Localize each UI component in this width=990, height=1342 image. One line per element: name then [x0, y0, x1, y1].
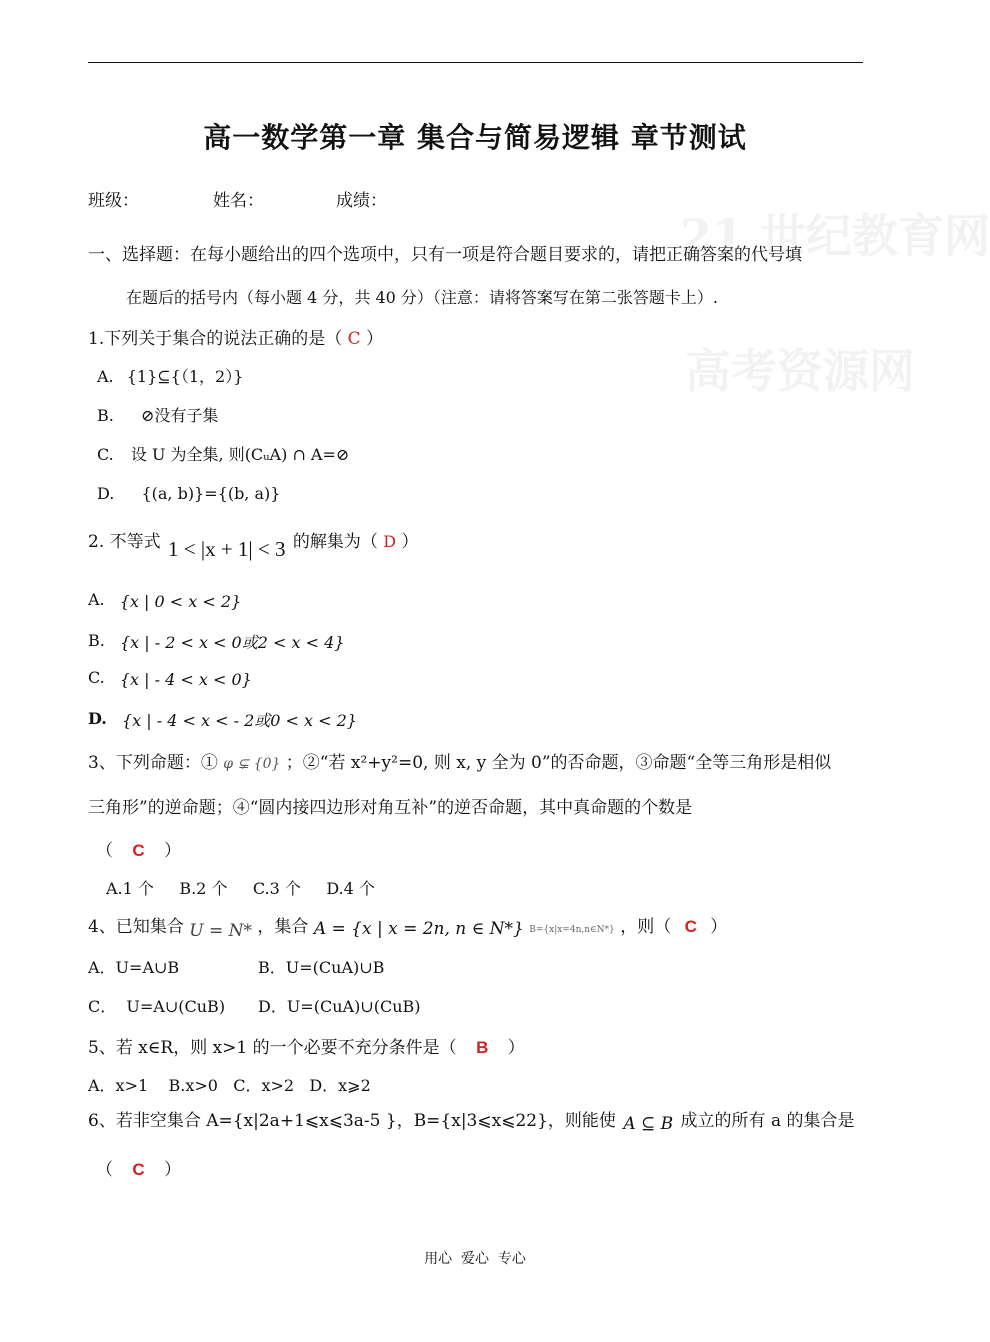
question-6-open: （: [96, 1160, 113, 1180]
question-6-close: ）: [164, 1160, 182, 1180]
question-5-text: 5、若 x∈R，则 x>1 的一个必要不充分条件是（: [88, 1038, 457, 1058]
option-text: {x | - 4 < x < - 2或0 < x < 2}: [121, 711, 357, 730]
q1-option-a: [97, 364, 243, 387]
option-text: {1}⊆{（1，2）}: [126, 367, 244, 386]
question-3-symbol: φ ⊊ {0}: [223, 756, 281, 772]
option-text: 设 U 为全集, 则(CᵤA) ∩ A=⊘: [130, 445, 350, 464]
question-2-formula: 1 < |x + 1| < 3: [168, 537, 286, 561]
score-field-label: 成绩：: [336, 191, 387, 211]
q2-option-d: [88, 706, 357, 729]
q4-option-d: D．U=(CuA)∪(CuB): [258, 997, 421, 1016]
question-3-options: A.1 个 B.2 个 C.3 个 D.4 个: [106, 879, 375, 898]
watermark-line1: 21 世纪教育网: [680, 209, 990, 263]
question-1-answer: C: [347, 329, 361, 349]
question-3-answer-line: [96, 836, 181, 861]
question-4-suffix: ，则（: [620, 917, 672, 937]
question-6-answer: C: [132, 1160, 145, 1179]
question-5-options: A．x>1 B.x>0 C．x>2 D．x⩾2: [88, 1076, 371, 1095]
class-field-label: 班级：: [88, 191, 139, 211]
question-3-close: ）: [164, 841, 182, 861]
question-3-line1: [88, 748, 831, 773]
q2-option-a: [88, 590, 241, 609]
question-6-answer-line: [96, 1155, 181, 1180]
question-6-formula: A ⊆ B: [623, 1114, 674, 1134]
page-title: 高一数学第一章 集合与简易逻辑 章节测试: [203, 121, 747, 154]
option-label: D.: [97, 484, 115, 503]
question-5-stem: [88, 1033, 525, 1058]
option-text: {(a, b)}={(b, a)}: [141, 484, 281, 503]
name-field-label: 姓名：: [213, 191, 264, 211]
question-3-line2: 三角形”的逆命题；④“圆内接四边形对角互补”的逆否命题，其中真命题的个数是: [88, 798, 693, 818]
question-2-close: ）: [401, 532, 419, 552]
question-3-text-b: ；②“若 x²+y²=0, 则 x, y 全为 0”的否命题，③命题“全等三角形是相似: [285, 753, 832, 773]
question-1-text: 1.下列关于集合的说法正确的是（: [88, 329, 343, 349]
question-4-b-formula: B={x|x=4n,n∈N*}: [529, 925, 615, 935]
option-label: C.: [97, 445, 114, 464]
page-footer: 用心 爱心 专心: [424, 1251, 526, 1267]
option-label: B.: [97, 406, 114, 425]
q2-option-c: [88, 668, 252, 687]
question-4-u-formula: U = N*: [189, 921, 252, 941]
q4-option-b: B．U=(CuA)∪B: [258, 958, 385, 977]
option-text: {x | 0 < x < 2}: [119, 592, 242, 611]
question-3-answer: C: [132, 841, 145, 860]
option-text: {x | - 2 < x < 0或2 < x < 4}: [119, 633, 345, 652]
question-5-close: ）: [507, 1038, 525, 1058]
q1-option-c: [97, 442, 349, 465]
section-instructions-line2: 在题后的括号内（每小题 4 分，共 40 分）（注意：请将答案写在第二张答题卡上）.: [126, 288, 718, 307]
question-6-text-b: 成立的所有 a 的集合是: [680, 1111, 855, 1131]
q1-option-d: [97, 484, 280, 503]
question-2-answer: D: [383, 532, 397, 551]
q4-option-c: C． U=A∪(CuB): [88, 997, 226, 1016]
question-4-prefix: 4、已知集合: [88, 917, 184, 937]
option-label: A.: [88, 590, 105, 609]
header-rule: [88, 62, 863, 63]
q4-option-a: A．U=A∪B: [88, 958, 180, 977]
question-1-close: ）: [366, 329, 384, 349]
section-instructions-line1: 一、选择题：在每小题给出的四个选项中，只有一项是符合题目要求的，请把正确答案的代号填: [88, 245, 802, 265]
q1-option-b: [97, 403, 218, 426]
question-2-suffix: 的解集为（: [292, 532, 378, 552]
question-6-text-a: 6、若非空集合 A={x|2a+1⩽x⩽3a-5 }，B={x|3⩽x⩽22}，则能使: [88, 1111, 616, 1131]
question-2-prefix: 2. 不等式: [88, 532, 161, 552]
question-4-answer: C: [684, 917, 697, 936]
question-3-open: （: [96, 841, 113, 861]
question-4-close: ）: [710, 917, 728, 937]
question-1-stem: [88, 324, 383, 349]
question-5-answer: B: [476, 1038, 489, 1057]
question-4-a-formula: A = {x | x = 2n, n ∈ N*}: [313, 919, 524, 939]
question-4-stem: [88, 912, 728, 941]
question-2-stem: [88, 527, 419, 561]
option-label: B.: [88, 631, 105, 650]
option-label: D.: [88, 709, 107, 728]
option-text: ⊘没有子集: [140, 406, 219, 425]
option-label: A.: [97, 367, 114, 386]
question-3-text-a: 3、下列命题：①: [88, 753, 218, 773]
question-6-stem: [88, 1106, 855, 1134]
q2-option-b: [88, 628, 344, 651]
watermark-line2: 高考资源网: [685, 344, 915, 398]
question-4-mid: ，集合: [257, 917, 309, 937]
option-label: C.: [88, 668, 105, 687]
option-text: {x | - 4 < x < 0}: [119, 670, 252, 689]
